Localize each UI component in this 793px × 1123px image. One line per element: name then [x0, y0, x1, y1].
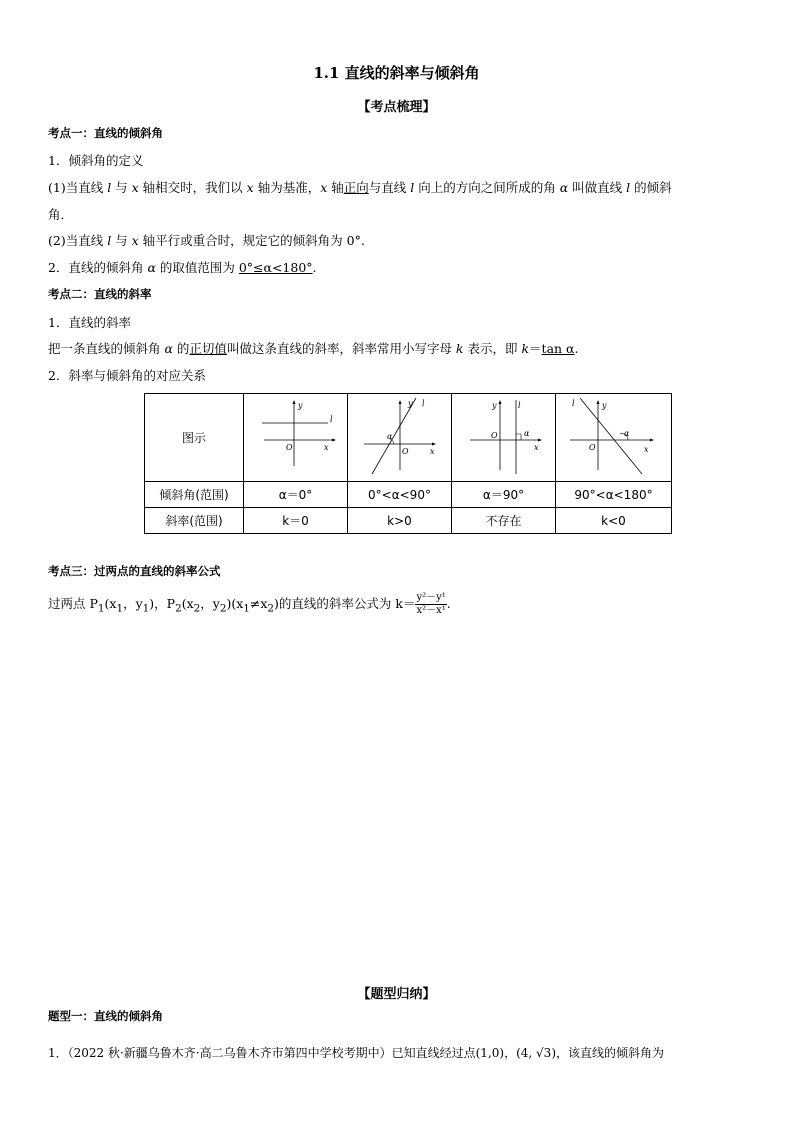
graph-negative-slope — [558, 394, 670, 478]
angle-alpha-label: α — [523, 429, 529, 438]
type1-heading: 题型一：直线的倾斜角 — [48, 1009, 163, 1023]
diagram-vertical — [452, 394, 556, 482]
origin-label: O — [588, 443, 596, 452]
page-title: 1.1 直线的斜率与倾斜角 — [313, 64, 480, 82]
origin-label: O — [285, 443, 293, 452]
axis-y-label: y — [491, 401, 497, 410]
kd1-para1-cont: 角． — [48, 207, 74, 222]
axis-y-label: y — [297, 401, 303, 410]
kd2-item2: 2．斜率与倾斜角的对应关系 — [48, 368, 206, 383]
slope-cell: k>0 — [348, 508, 452, 534]
slope-angle-table — [144, 393, 672, 534]
axis-x-label: x — [429, 447, 435, 456]
kd2-item1: 1．直线的斜率 — [48, 315, 131, 330]
graph-vertical-line — [454, 394, 554, 478]
slope-cell: 不存在 — [452, 508, 556, 534]
kd2-heading: 考点二：直线的斜率 — [48, 287, 152, 301]
axis-x-label: x — [323, 443, 329, 452]
origin-label: O — [490, 431, 498, 440]
kd1-para1: (1)当直线 l 与 x 轴相交时，我们以 x 轴为基准，x 轴正向与直线 l 向上的方向之间所成的角 α 叫做直线 l 的倾斜 — [48, 180, 672, 195]
line-l-label: l — [329, 415, 333, 424]
kd3-formula: 过两点 $P_1(x_1$，$y_1$)，$P_2(x_2$，$y_2)(x_1\ne x_2)$的直线的斜率公式为 k＝ $\frac{\text{y²－y¹}}{\text{x²－x¹}}$ . — [48, 592, 451, 616]
section-heading-points: 【考点梳理】 — [357, 100, 436, 115]
row-slope-label: 斜率(范围) — [145, 508, 244, 534]
kd1-item2: 2．直线的倾斜角 α 的取值范围为 0°≤α<180°. — [48, 260, 317, 275]
diagram-horizontal — [244, 394, 348, 482]
slope-cell: k<0 — [556, 508, 672, 534]
angle-cell: α＝90° — [452, 482, 556, 508]
graph-horizontal-line — [246, 394, 346, 478]
axis-x-label: x — [643, 445, 649, 454]
slope-fraction: $\frac{\text{y²－y¹}}{\text{x²－x¹}}$ — [416, 592, 446, 616]
origin-label: O — [401, 447, 409, 456]
diagram-negative — [556, 394, 672, 482]
line-l-label: l — [421, 399, 425, 408]
axis-y-label: y — [601, 401, 607, 410]
kd2-para: 把一条直线的倾斜角 α 的正切值叫做这条直线的斜率，斜率常用小写字母 k 表示，即 k＝tan α. — [48, 341, 579, 356]
question-1: 1．（2022 秋·新疆乌鲁木齐·高二乌鲁木齐市第四中学校考期中）已知直线经过点(1,0)，(4, √3)，该直线的倾斜角为 — [48, 1046, 665, 1060]
angle-alpha-label: α — [386, 432, 392, 441]
kd1-item1: 1．倾斜角的定义 — [48, 153, 144, 168]
row-angle-label: 倾斜角(范围) — [145, 482, 244, 508]
kd1-para2: (2)当直线 l 与 x 轴平行或重合时，规定它的倾斜角为 0°. — [48, 233, 365, 248]
section-heading-types: 【题型归纳】 — [357, 987, 436, 1002]
slope-cell: k＝0 — [244, 508, 348, 534]
graph-positive-slope — [350, 394, 450, 478]
kd1-heading: 考点一：直线的倾斜角 — [48, 126, 163, 140]
line-l-label: l — [517, 401, 521, 410]
axis-y-label: y — [407, 399, 413, 408]
line-l-label: l — [571, 399, 575, 408]
axis-x-label: x — [533, 443, 539, 452]
angle-cell: 90°<α<180° — [556, 482, 672, 508]
kd3-heading: 考点三：过两点的直线的斜率公式 — [48, 564, 221, 578]
angle-cell: 0°<α<90° — [348, 482, 452, 508]
angle-alpha-label: α — [623, 429, 629, 438]
table-header-cell: 图示 — [145, 394, 244, 482]
angle-cell: α＝0° — [244, 482, 348, 508]
diagram-positive — [348, 394, 452, 482]
